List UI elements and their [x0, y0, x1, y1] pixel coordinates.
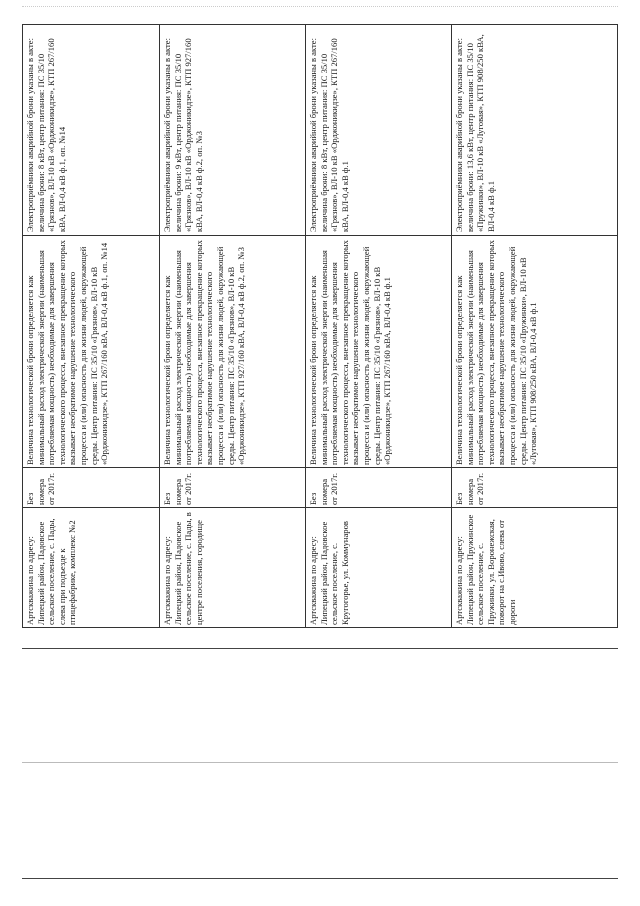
address-cell [160, 507, 305, 627]
description-text: Величина технологической брони определяется как минимальный расход электрической энергии (наименьшая потребляемая мощность) необходимые для завершения технологического процесса, внезапное прекращение которых вызывает необратимое нарушение технологического процесса и (или) опасность для жизни людей, окружающей среды. Центр питания: ПС 35/10 «Грязнов», ВЛ-10 кВ «Орджоникидзе», КТП 927/160 кВА, ВЛ-0,4 кВ ф.2, оп. №3 [162, 240, 247, 465]
number-cell [306, 467, 451, 507]
number-text: Без номера от 2017г. [308, 473, 340, 505]
table-row [451, 25, 617, 627]
emergency-text: Электроприёмники аварийной брони указаны в акте: величина брони: 8 кВт, центр питания: ПС 35/10 «Грязнов», ВЛ-10 кВ «Орджоникидзе», КТП 267/160 кВА, ВЛ-0,4 кВ ф.1, оп. №14 [25, 38, 67, 232]
description-text: Величина технологической брони определяется как минимальный расход электрической энергии (наименьшая потребляемая мощность) необходимые для завершения технологического процесса, внезапное прекращение которых вызывает необратимое нарушение технологического процесса и (или) опасность для жизни людей, окружающей среды. Центр питания: ПС 35/10 «Пружинки», ВЛ-10 кВ «Луговая», КТП 908/250 кВА, ВЛ-0,4 кВ ф.1 [454, 240, 539, 465]
table-row [305, 25, 451, 627]
description-text: Величина технологической брони определяется как минимальный расход электрической энергии (наименьшая потребляемая мощность) необходимые для завершения технологического процесса, внезапное прекращение которых вызывает необратимое нарушение технологического процесса и (или) опасность для жизни людей, окружающей среды. Центр питания: ПС 35/10 «Грязнов», ВЛ-10 кВ «Орджоникидзе», КТП 267/160 кВА, ВЛ-0,4 кВ ф.1 [308, 240, 393, 465]
scan-edge [22, 6, 618, 11]
empty-table-top-rule [22, 648, 618, 649]
address-cell [306, 507, 451, 627]
address-text: Артскважина по адресу: Липецкий район, Падовское сельское поселение, с. Пады, в центре поселения, городище [162, 512, 204, 625]
address-cell [452, 507, 617, 627]
emergency-text: Электроприёмники аварийной брони указаны в акте: величина брони: 9 кВт, центр питания: ПС 35/10 «Грязнов», ВЛ-10 кВ «Орджоникидзе», КТП 927/160 кВА, ВЛ-0,4 кВ ф.2, оп. №3 [162, 38, 204, 232]
number-cell [452, 467, 617, 507]
address-text: Артскважина по адресу: Липецкий район, Падовское сельское поселение, с. Пады, слева при подъезде к птицефабрике, комплекс №2 [25, 518, 78, 625]
number-cell [160, 467, 305, 507]
description-cell [23, 235, 159, 467]
number-cell [23, 467, 159, 507]
table-row [159, 25, 305, 627]
number-text: Без номера от 2017г. [162, 473, 194, 505]
emergency-text: Электроприёмники аварийной брони указаны в акте: величина брони: 8 кВт, центр питания: ПС 35/10 «Грязнов», ВЛ-10 кВ «Орджоникидзе», КТП 267/160 кВА, ВЛ-0,4 кВ ф.1 [308, 38, 350, 232]
reservation-table [22, 24, 618, 628]
address-text: Артскважина по адресу: Липецкий район, Падовское сельское поселение, с. Кругогорье, ул. Коммунаров [308, 521, 350, 625]
empty-table-mid-rule [22, 762, 618, 763]
number-text: Без номера от 2017г. [25, 473, 57, 505]
description-cell [160, 235, 305, 467]
emergency-cell [306, 25, 451, 235]
description-text: Величина технологической брони определяется как минимальный расход электрической энергии (наименьшая потребляемая мощность) необходимые для завершения технологического процесса, внезапное прекращение которых вызывает необратимое нарушение технологического процесса и (или) опасность для жизни людей, окружающей среды. Центр питания: ПС 35/10 «Грязнов», ВЛ-10 кВ «Орджоникидзе», КТП 267/160 кВА, ВЛ-0,4 кВ ф.1, оп. №14 [25, 240, 110, 465]
description-cell [306, 235, 451, 467]
emergency-cell [452, 25, 617, 235]
number-text: Без номера от 2017г. [454, 473, 486, 505]
description-cell [452, 235, 617, 467]
emergency-cell [160, 25, 305, 235]
emergency-text: Электроприёмники аварийной брони указаны в акте: величина брони: 13,6 кВт, центр питания: ПС 35/10 «Пружинки», ВЛ-10 кВ «Луговая», КТП 908/250 кВА, ВЛ-0,4 кВ ф.1 [454, 34, 496, 232]
emergency-cell [23, 25, 159, 235]
address-text: Артскважина по адресу: Липецкий район, Пружинское сельское поселение, с. Пружинки, ул. Воронежская, поворот на с.Ивово, слева от дороги [454, 514, 517, 625]
table-row [23, 25, 159, 627]
empty-table-bottom-rule [22, 878, 618, 879]
address-cell [23, 507, 159, 627]
